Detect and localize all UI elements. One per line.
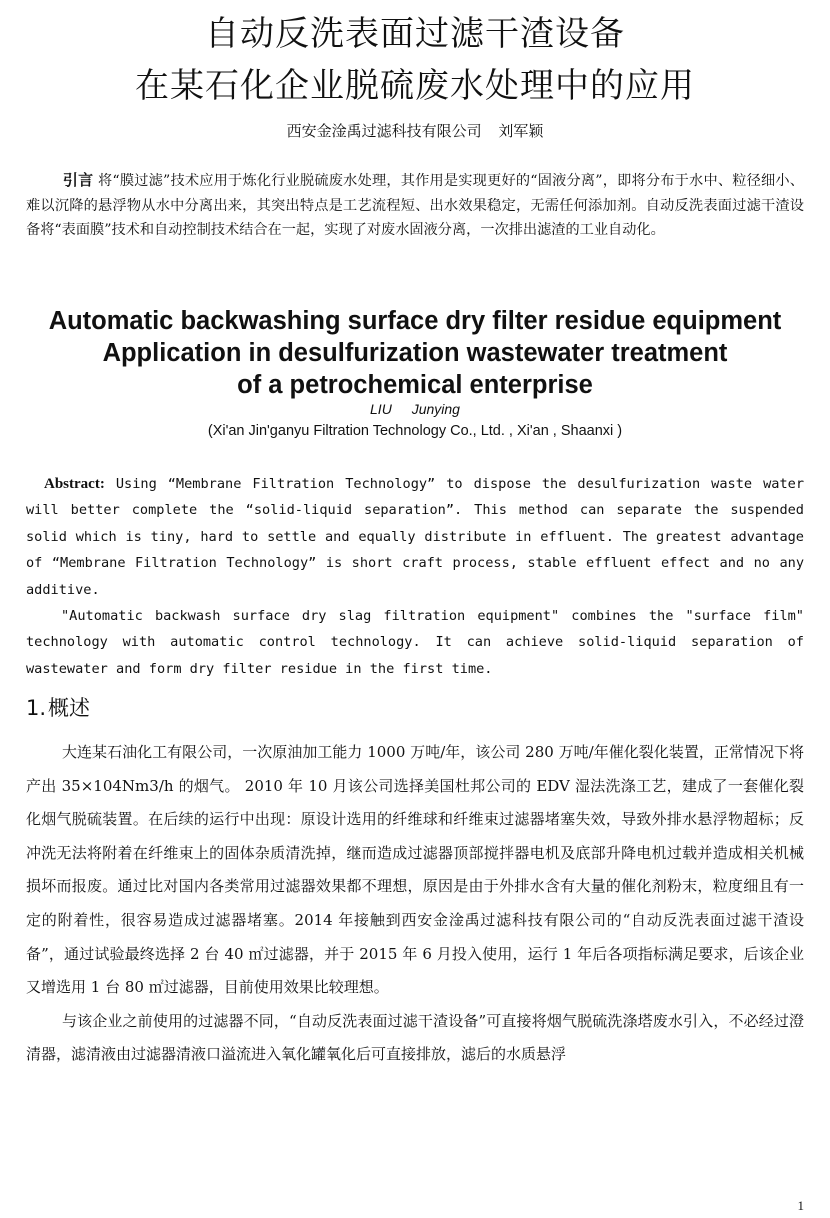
page-number: 1 (797, 1198, 804, 1213)
abstract-text-1: Using “Membrane Filtration Technology” to dispose the desulfurization waste water will better complete the “solid-liquid separation”. This method can separate the suspended solid which is tiny, hard to settle and equally distribute in effluent. The greatest advantage of “Membrane Filtration Technology” is short craft process, stable effluent effect and no any additive. (26, 476, 804, 598)
abstract-paragraph-2: "Automatic backwash surface dry slag filtration equipment" combines the "surface film" technology with automatic control technology. It can achieve solid-liquid separation of wastewater and form dry filter residue in the first time. (26, 608, 804, 677)
section-number: 1. (26, 696, 47, 720)
section-title: 概述 (48, 696, 91, 720)
author-en-given: Junying (411, 401, 460, 417)
author-en-surname: LIU (370, 401, 392, 417)
body-paragraph-1: 大连某石油化工有限公司，一次原油加工能力 1000 万吨/年，该公司 280 万吨/年催化裂化装置，正常情况下将产出 35×104Nm3/h 的烟气。 2010 年 10 月该公司选择美国杜邦公司的 EDV 湿法洗涤工艺，建成了一套催化裂化烟气脱硫装置。在后续的运行中出现：原设计选用的纤维球和纤维束过滤器堵塞失效，导致外排水悬浮物超标；反冲洗无法将附着在纤维束上的固体杂质清洗掉，继而造成过滤器顶部搅拌器电机及底部升降电机过载并造成相关机械损坏而报废。通过比对国内各类常用过滤器效果都不理想，原因是由于外排水含有大量的催化剂粉末，粒度细且有一定的附着性，很容易造成过滤器堵塞。2014 年接触到西安金淦禹过滤科技有限公司的“自动反洗表面过滤干渣设备”，通过试验最终选择 2 台 40 ㎡过滤器，并于 2015 年 6 月投入使用，运行 1 年后各项指标满足要求，后该企业又增选用 1 台 80 ㎡过滤器，目前使用效果比较理想。 (26, 743, 804, 997)
author-cn-name: 刘军颖 (498, 122, 544, 140)
author-cn (0, 120, 830, 141)
author-cn-org: 西安金淦禹过滤科技有限公司 (286, 122, 482, 140)
title-cn-line1: 自动反洗表面过滤干渣设备 (205, 14, 625, 54)
intro-label: 引言 (62, 171, 94, 189)
abstract-label: Abstract: (44, 476, 105, 492)
abstract-paragraph-1 (26, 471, 804, 603)
body-text (26, 736, 804, 1072)
author-en-affiliation: (Xi'an Jin'ganyu Filtration Technology Co., Ltd. , Xi'an , Shaanxi ) (207, 423, 623, 439)
body-paragraph-2: 与该企业之前使用的过滤器不同，“自动反洗表面过滤干渣设备”可直接将烟气脱硫洗涤塔废水引入，不必经过澄清器，滤清液由过滤器清液口溢流进入氧化罐氧化后可直接排放，滤后的水质悬浮 (26, 1011, 804, 1064)
intro-text: 将“膜过滤”技术应用于炼化行业脱硫废水处理，其作用是实现更好的“固液分离”，即将分布于水中、粒径细小、难以沉降的悬浮物从水中分离出来，其突出特点是工艺流程短、出水效果稳定，无需任何添加剂。自动反洗表面过滤干渣设备将“表面膜”技术和自动控制技术结合在一起，实现了对废水固液分离，一次排出滤渣的工业自动化。 (26, 173, 804, 238)
title-en-line1: Automatic backwashing surface dry filter residue equipment (48, 307, 782, 335)
section-heading (26, 692, 92, 722)
title-en (0, 305, 830, 401)
title-en-line3: of a petrochemical enterprise (237, 371, 593, 399)
intro-paragraph (26, 168, 804, 243)
title-cn-line2: 在某石化企业脱硫废水处理中的应用 (135, 66, 695, 106)
author-en (0, 401, 830, 417)
abstract (26, 471, 804, 682)
title-en-line2: Application in desulfurization wastewater treatment (102, 339, 728, 367)
